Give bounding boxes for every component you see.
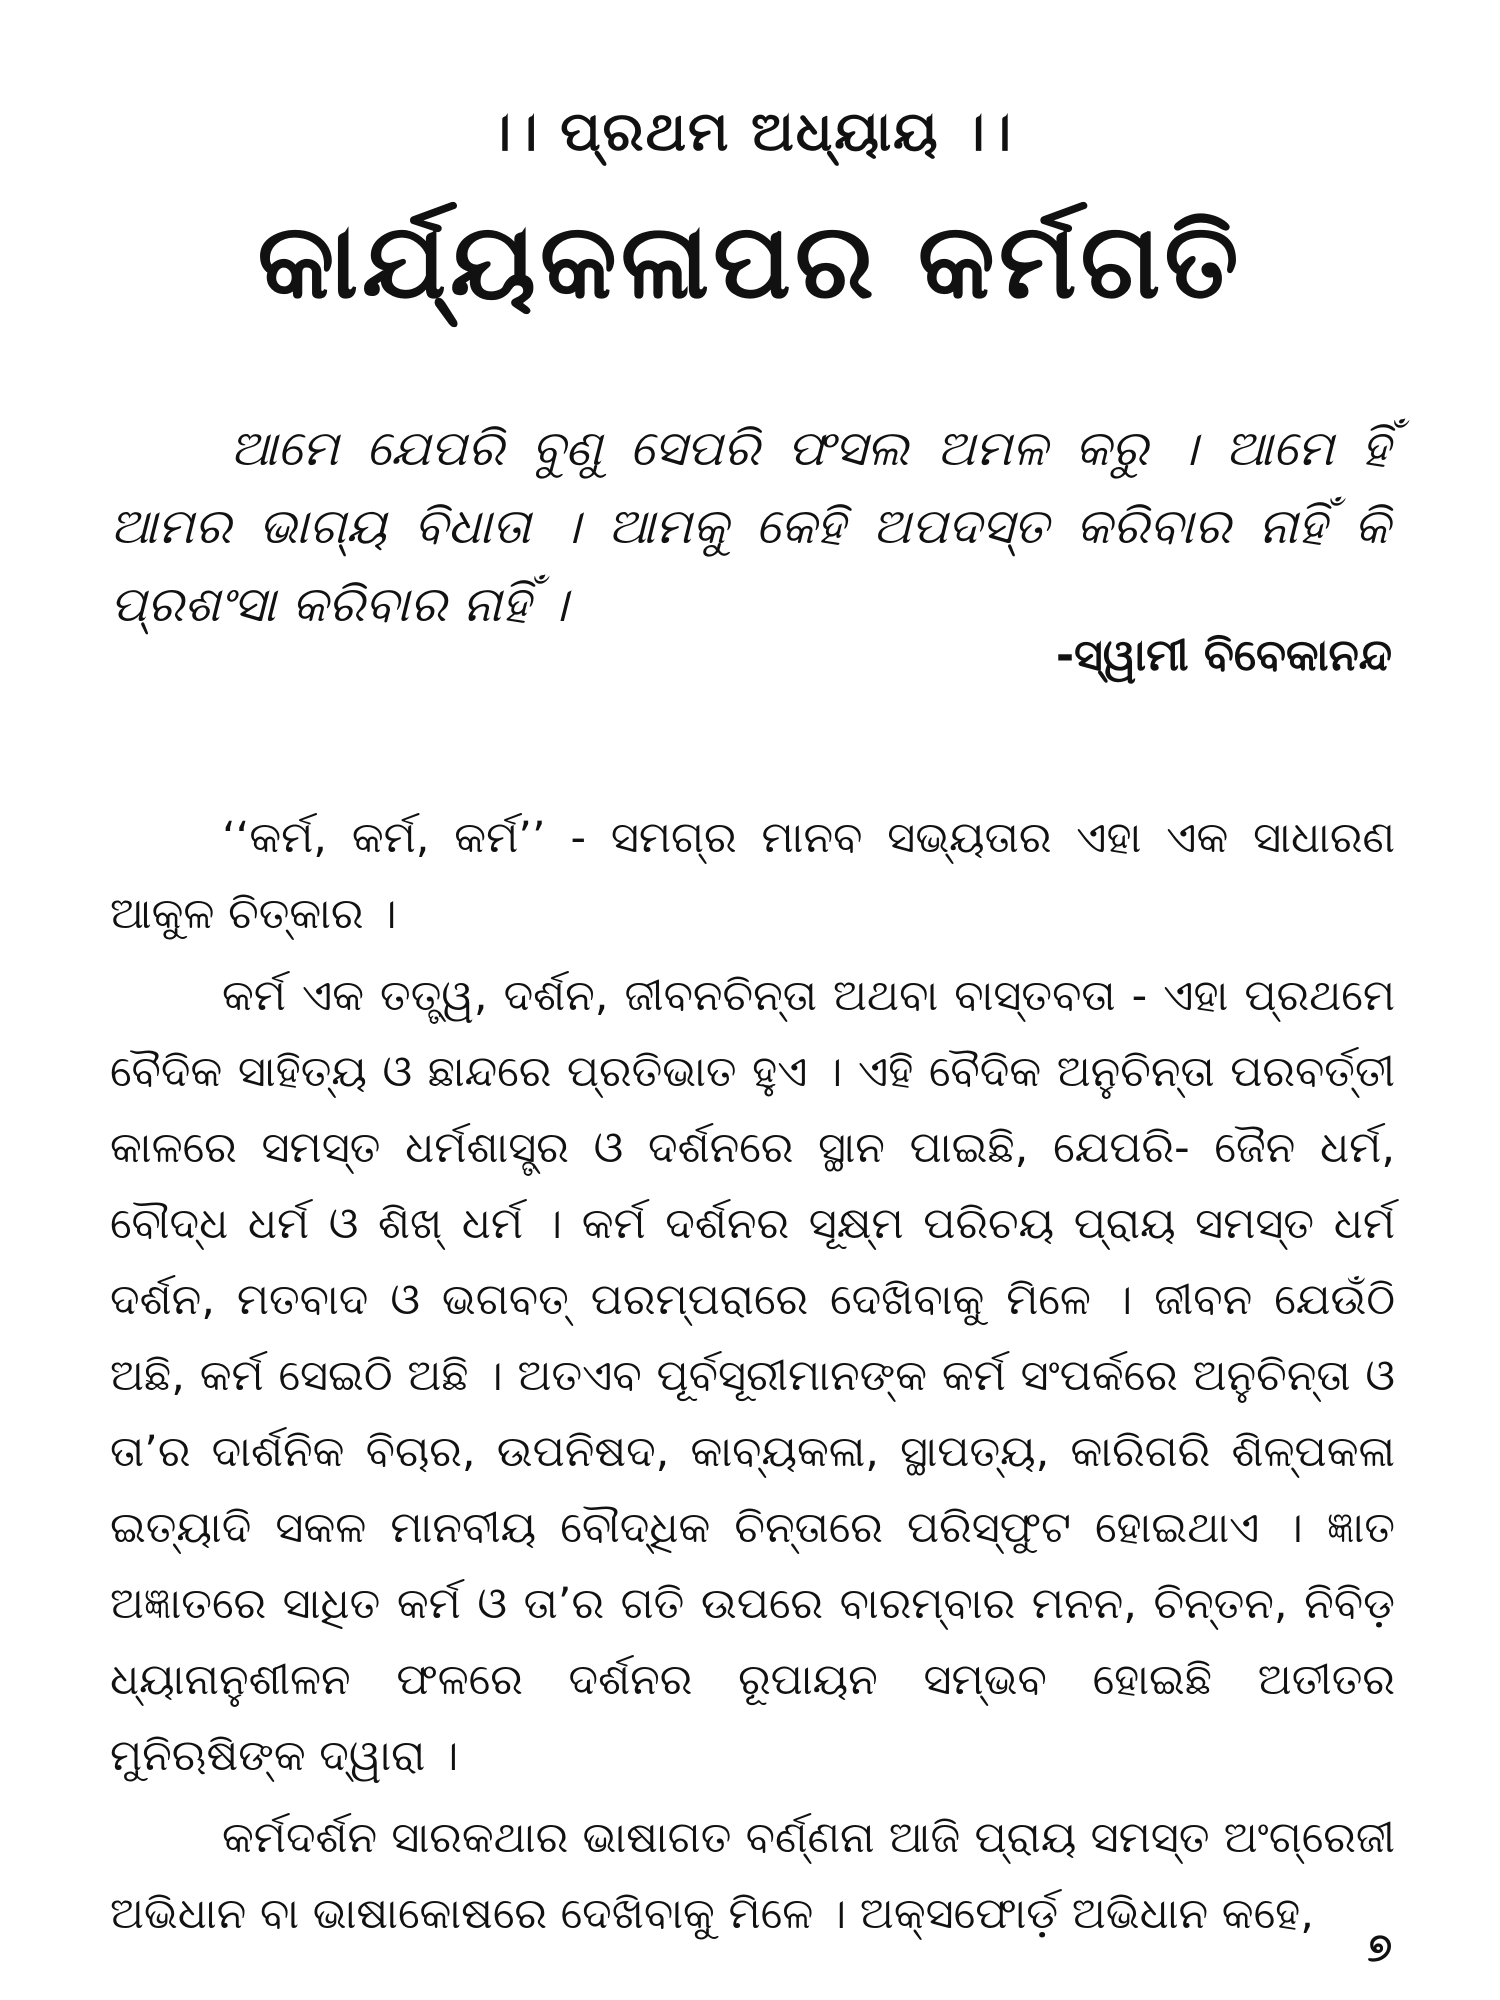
paragraph-3: କର୍ମଦର୍ଶନ ସାରକଥାର ଭାଷାଗତ ବର୍ଣ୍ଣନା ଆଜି ପ୍ରାୟ ସମସ୍ତ ଅଂଗ୍ରେଜୀ ଅଭିଧାନ ବା ଭାଷାକୋଷରେ ଦେଖିବାକୁ ମିଳେ । ଅକ୍ସଫୋର୍ଡ଼ ଅଭିଧାନ କହେ, [110,1813,1395,1939]
paragraph-2: କର୍ମ ଏକ ତତ୍ତ୍ୱ, ଦର୍ଶନ, ଜୀବନଚିନ୍ତା ଅଥବା ବାସ୍ତବତା - ଏହା ପ୍ରଥମେ ବୈଦିକ ସାହିତ୍ୟ ଓ ଛାନ୍ଦରେ ପ୍ରତିଭାତ ହୁଏ । ଏହି ବୈଦିକ ଅନୁଚିନ୍ତା ପରବର୍ତ୍ତୀ କାଳରେ ସମସ୍ତ ଧର୍ମଶାସ୍ତ୍ର ଓ ଦର୍ଶନରେ ସ୍ଥାନ ପାଇଛି, ଯେପରି- ଜୈନ ଧର୍ମ, ବୌଦ୍ଧ ଧର୍ମ ଓ ଶିଖ୍ ଧର୍ମ । କର୍ମ ଦର୍ଶନର ସୂକ୍ଷ୍ମ ପରିଚୟ ପ୍ରାୟ ସମସ୍ତ ଧର୍ମ ଦର୍ଶନ, ମତବାଦ ଓ ଭଗବତ୍ ପରମ୍ପରାରେ ଦେଖିବାକୁ ମିଳେ । ଜୀବନ ଯେଉଁଠି ଅଛି, କର୍ମ ସେଇଠି ଅଛି । ଅତଏବ ପୂର୍ବସୂରୀମାନଙ୍କ କର୍ମ ସଂପର୍କରେ ଅନୁଚିନ୍ତା ଓ ତା’ର ଦାର୍ଶନିକ ବିଚାର, ଉପନିଷଦ, କାବ୍ୟକଳା, ସ୍ଥାପତ୍ୟ, କାରିଗରି ଶିଳ୍ପକଳା ଇତ୍ୟାଦି ସକଳ ମାନବୀୟ ବୌଦ୍ଧିକ ଚିନ୍ତାରେ ପରିସ୍ଫୁଟ ହୋଇଥାଏ । ଜ୍ଞାତ ଅଜ୍ଞାତରେ ସାଧିତ କର୍ମ ଓ ତା’ର ଗତି ଉପରେ ବାରମ୍ବାର ମନନ, ଚିନ୍ତନ, ନିବିଡ଼ ଧ୍ୟାନାନୁଶୀଳନ ଫଳରେ ଦର୍ଶନର ରୂପାୟନ ସମ୍ଭବ ହୋଇଛି ଅତୀତର ମୁନିଋଷିଙ୍କ ଦ୍ୱାରା । [110,971,1395,1781]
chapter-label: ।। ପ୍ରଥମ ଅଧ୍ୟାୟ ।। [486,100,1014,163]
epigraph-quote: ଆମେ ଯେପରି ବୁଣୁ ସେପରି ଫସଲ ଅମଳ କରୁ । ଆମେ ହିଁ ଆମର ଭାଗ୍ୟ ବିଧାତା । ଆମକୁ କେହି ଅପଦସ୍ତ କରିବାର ନାହିଁ କି ପ୍ରଶଂସା କରିବାର ନାହିଁ । [110,420,1390,633]
epigraph-author: -ସ୍ୱାମୀ ବିବେକାନନ୍ଦ [1055,630,1392,681]
body-text [110,800,1395,1958]
chapter-title: କାର୍ଯ୍ୟକଳାପର କର୍ମଗତି [257,200,1243,322]
page-number: ୭ [1367,1925,1392,1971]
paragraph-1: ‘‘କର୍ମ, କର୍ମ, କର୍ମ’’ - ସମଗ୍ର ମାନବ ସଭ୍ୟତାର ଏହା ଏକ ସାଧାରଣ ଆକୁଳ ଚିତ୍କାର । [110,813,1395,939]
